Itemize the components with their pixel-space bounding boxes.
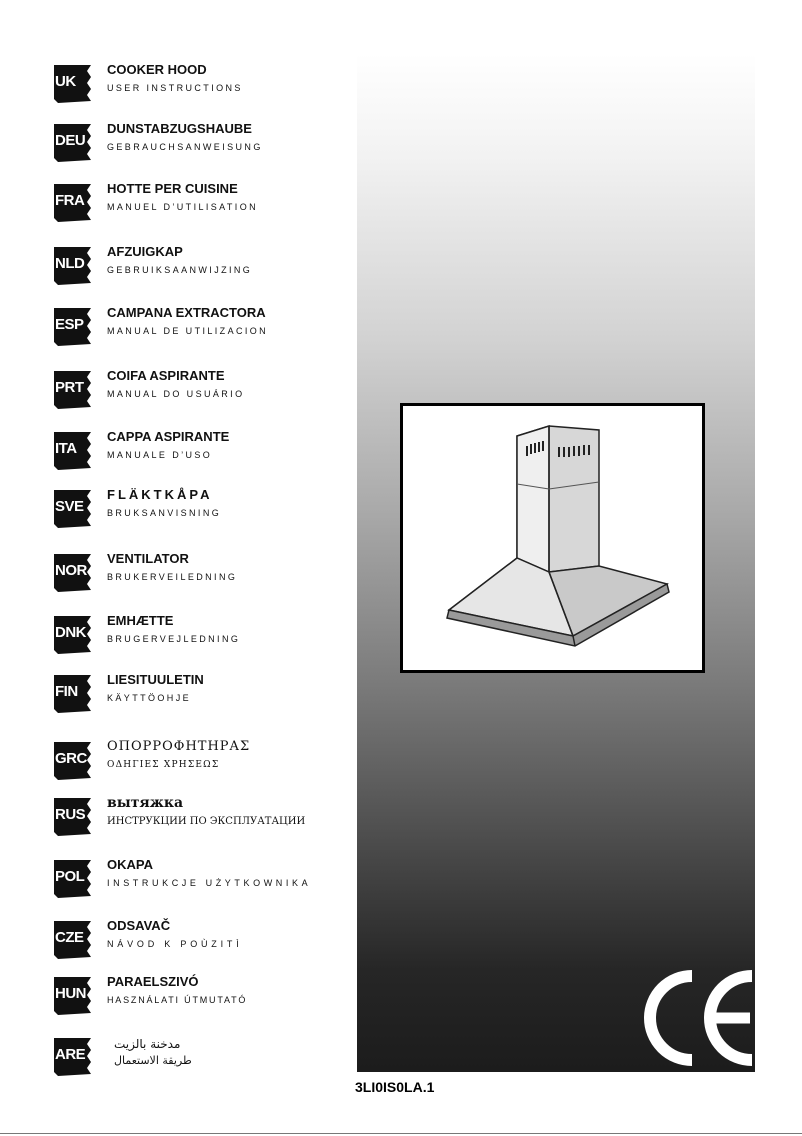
language-subtitle: GEBRAUCHSANWEISUNG [107,142,263,152]
language-code: FIN [55,683,78,700]
language-subtitle: MANUEL D’UTILISATION [107,202,259,212]
language-code: ITA [55,440,77,457]
language-subtitle: MANUALE D’USO [107,450,213,460]
ce-logo [640,968,758,1073]
language-badge [54,798,94,836]
language-subtitle: ИНСТРУКЦИИ ПО ЭКСПЛУАТАЦИИ [107,816,306,827]
language-row-deu [54,121,354,175]
language-subtitle: BRUKERVEILEDNING [107,572,238,582]
language-title: CAPPA ASPIRANTE [107,429,230,444]
language-badge [54,1038,94,1076]
bottom-divider [0,1133,802,1134]
language-title: DUNSTABZUGSHAUBE [107,121,252,136]
language-title: CAMPANA EXTRACTORA [107,305,266,320]
language-subtitle: NÁVOD K POÙZITÌ [107,939,243,949]
language-code: SVE [55,498,84,515]
language-title: EMHÆTTE [107,613,174,628]
language-code: CZE [55,929,84,946]
language-code: PRT [55,379,84,396]
language-subtitle: ΟΔΗΓΙΕΣ ΧΡΗΣΕΩΣ [107,760,220,770]
ce-mark-icon [640,968,758,1068]
language-title: HOTTE PER CUISINE [107,181,238,196]
language-title: COIFA ASPIRANTE [107,368,225,383]
language-badge [54,860,94,898]
cooker-hood-illustration [403,406,702,670]
language-title: LIESITUULETIN [107,672,204,687]
language-badge [54,371,94,409]
language-title: FLÄKTKÅPA [107,487,213,502]
language-subtitle: طريقة الاستعمال [114,1054,192,1067]
language-row-are [54,1035,354,1089]
language-code: NOR [55,562,87,579]
language-badge [54,554,94,592]
language-code: GRC [55,750,87,767]
language-subtitle: KÄYTTÖOHJE [107,693,192,703]
language-badge [54,921,94,959]
language-title: вытяжка [107,795,184,811]
language-title: VENTILATOR [107,551,189,566]
language-row-nor [54,551,354,605]
language-row-sve [54,487,354,541]
language-code: NLD [55,255,85,272]
language-row-ita [54,429,354,483]
model-code: 3LI0IS0LA.1 [355,1079,435,1095]
language-badge [54,742,94,780]
language-badge [54,616,94,654]
language-row-hun [54,974,354,1028]
language-subtitle: MANUAL DE UTILIZACION [107,326,269,336]
language-code: UK [55,73,76,90]
language-code: ESP [55,316,84,333]
language-row-uk [54,62,354,116]
language-subtitle: BRUKSANVISNING [107,508,222,518]
language-subtitle: INSTRUKCJE UŻYTKOWNIKA [107,878,312,888]
language-row-dnk [54,613,354,667]
language-title: COOKER HOOD [107,62,207,77]
language-subtitle: BRUGERVEJLEDNING [107,634,241,644]
language-row-fin [54,672,354,726]
language-badge [54,675,94,713]
language-badge [54,124,94,162]
language-code: DEU [55,132,86,149]
language-row-rus [54,795,354,849]
language-row-esp [54,305,354,359]
language-subtitle: GEBRUIKSAANWIJZING [107,265,253,275]
language-title: مدخنة بالزيت [114,1037,181,1051]
language-title: ΟΠΟΡΡΟΦΗΤΗΡΑΣ [107,739,251,754]
language-badge [54,490,94,528]
language-subtitle: HASZNÁLATI ÚTMUTATÓ [107,995,248,1005]
language-badge [54,247,94,285]
language-subtitle: USER INSTRUCTIONS [107,83,243,93]
language-badge [54,432,94,470]
language-code: DNK [55,624,86,641]
language-code: POL [55,868,85,885]
language-code: RUS [55,806,86,823]
language-badge [54,308,94,346]
language-row-cze [54,918,354,972]
product-image-frame [400,403,705,673]
language-code: ARE [55,1046,86,1063]
language-title: OKAPA [107,857,153,872]
language-badge [54,184,94,222]
language-badge [54,977,94,1015]
language-code: HUN [55,985,86,1002]
language-row-prt [54,368,354,422]
language-title: AFZUIGKAP [107,244,183,259]
language-title: ODSAVAČ [107,918,171,933]
language-row-nld [54,244,354,298]
language-subtitle: MANUAL DO USUÁRIO [107,389,245,399]
language-row-pol [54,857,354,911]
language-row-fra [54,181,354,235]
language-code: FRA [55,192,85,209]
language-badge [54,65,94,103]
language-row-grc [54,739,354,793]
language-title: PARAELSZIVÓ [107,974,199,989]
